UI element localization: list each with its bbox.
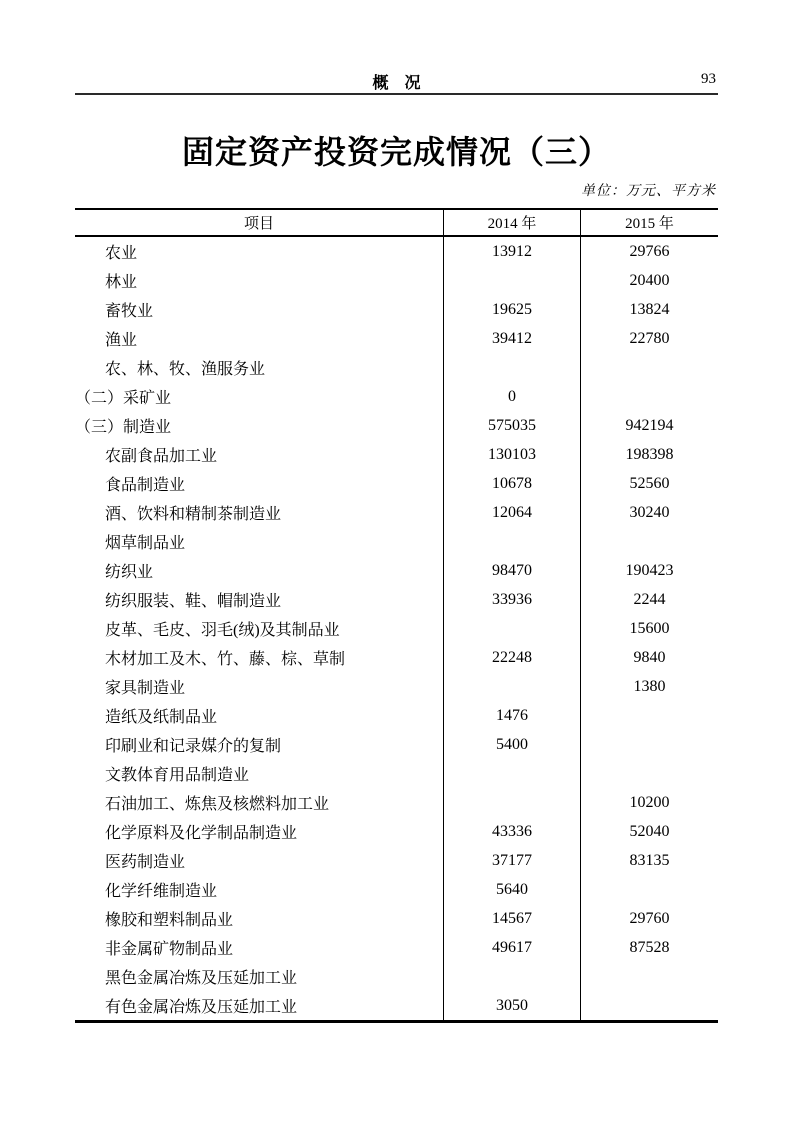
row-value-2014: 39412 [443,324,580,353]
table-row [75,498,718,527]
page-title: 固定资产投资完成情况（三） [181,134,611,170]
row-value-2015: 15600 [580,614,718,643]
table-row [75,585,718,614]
table-row [75,295,718,324]
row-value-2015: 52040 [580,817,718,846]
header-rule [75,93,718,95]
row-value-2014: 130103 [443,440,580,469]
row-value-2015: 87528 [580,933,718,962]
row-value-2014: 37177 [443,846,580,875]
row-value-2014: 19625 [443,295,580,324]
row-value-2015: 83135 [580,846,718,875]
row-value-2014: 3050 [443,991,580,1020]
row-item-label: 烟草制品业 [105,535,186,553]
row-value-2015 [580,962,718,991]
row-item-label: 渔业 [105,332,138,350]
table-header-row [75,210,718,237]
row-value-2014: 5640 [443,875,580,904]
row-value-2014: 22248 [443,643,580,672]
row-value-2015: 29766 [580,237,718,266]
row-item-label: 文教体育用品制造业 [105,767,250,785]
table-row [75,382,718,411]
row-value-2015: 190423 [580,556,718,585]
row-value-2014: 98470 [443,556,580,585]
row-value-2014 [443,672,580,701]
row-item-label: 纺织服装、鞋、帽制造业 [105,593,282,611]
table-row [75,817,718,846]
row-value-2014 [443,962,580,991]
page-content [75,0,718,1023]
data-table [75,208,718,1023]
row-item-label: 医药制造业 [105,854,186,872]
column-header-item: 项目 [243,216,274,233]
table-row [75,527,718,556]
table-row [75,411,718,440]
row-value-2015: 13824 [580,295,718,324]
row-item-label: 橡胶和塑料制品业 [105,912,234,930]
row-item-label: 化学纤维制造业 [105,883,218,901]
row-item-label: 畜牧业 [105,303,154,321]
table-row [75,672,718,701]
row-value-2014: 10678 [443,469,580,498]
row-value-2014: 1476 [443,701,580,730]
row-value-2014: 33936 [443,585,580,614]
row-value-2014 [443,353,580,382]
row-value-2014 [443,788,580,817]
table-row [75,991,718,1020]
table-row [75,643,718,672]
row-item-label: 木材加工及木、竹、藤、棕、草制 [105,651,346,669]
row-value-2015 [580,875,718,904]
row-value-2015 [580,991,718,1020]
row-item-label: 酒、饮料和精制茶制造业 [105,506,282,524]
row-item-label: 农副食品加工业 [105,448,218,466]
running-header [75,70,718,92]
unit-note: 单位：万元、平方米 [581,184,716,200]
table-row [75,875,718,904]
table-row [75,353,718,382]
row-value-2014: 0 [443,382,580,411]
row-item-label: 石油加工、炼焦及核燃料加工业 [105,796,330,814]
row-item-label: 化学原料及化学制品制造业 [105,825,298,843]
row-value-2015 [580,701,718,730]
row-item-label: 有色金属冶炼及压延加工业 [105,999,298,1017]
table-row [75,324,718,353]
row-item-label: 农、林、牧、渔服务业 [105,361,266,379]
row-value-2015: 9840 [580,643,718,672]
table-row [75,846,718,875]
row-value-2015 [580,353,718,382]
row-item-label: 林业 [105,274,138,292]
column-header-2015: 2015 年 [580,210,718,235]
row-item-label: 纺织业 [105,564,154,582]
row-item-label: 造纸及纸制品业 [105,709,218,727]
table-row [75,962,718,991]
row-value-2014: 5400 [443,730,580,759]
row-value-2014: 13912 [443,237,580,266]
row-value-2014: 12064 [443,498,580,527]
row-item-label: 皮革、毛皮、羽毛(绒)及其制品业 [105,622,340,640]
row-value-2015 [580,730,718,759]
table-row [75,266,718,295]
row-item-label: 非金属矿物制品业 [105,941,234,959]
row-value-2015 [580,527,718,556]
table-row [75,237,718,266]
page-number: 93 [701,71,716,87]
running-header-title: 概 况 [372,75,421,92]
row-value-2015: 20400 [580,266,718,295]
row-value-2015 [580,759,718,788]
row-item-label: 食品制造业 [105,477,186,495]
table-row [75,440,718,469]
row-value-2015: 30240 [580,498,718,527]
column-header-2014: 2014 年 [443,210,580,235]
table-row [75,469,718,498]
table-body [75,237,718,1020]
row-value-2014 [443,759,580,788]
row-value-2014: 49617 [443,933,580,962]
row-item-label: （二）采矿业 [75,390,172,408]
row-value-2015 [580,382,718,411]
table-row [75,556,718,585]
table-row [75,614,718,643]
row-value-2014: 14567 [443,904,580,933]
row-value-2015: 1380 [580,672,718,701]
row-value-2015: 52560 [580,469,718,498]
row-item-label: 印刷业和记录媒介的复制 [105,738,282,756]
table-row [75,730,718,759]
row-value-2014 [443,266,580,295]
row-value-2015: 942194 [580,411,718,440]
row-value-2014 [443,527,580,556]
table-row [75,904,718,933]
table-row [75,788,718,817]
row-value-2014: 43336 [443,817,580,846]
row-value-2014: 575035 [443,411,580,440]
row-value-2015: 10200 [580,788,718,817]
row-item-label: 黑色金属冶炼及压延加工业 [105,970,298,988]
row-value-2015: 29760 [580,904,718,933]
row-value-2014 [443,614,580,643]
row-value-2015: 22780 [580,324,718,353]
row-value-2015: 2244 [580,585,718,614]
table-row [75,759,718,788]
table-row [75,933,718,962]
row-item-label: 农业 [105,245,138,263]
row-item-label: （三）制造业 [75,419,172,437]
row-item-label: 家具制造业 [105,680,186,698]
row-value-2015: 198398 [580,440,718,469]
table-row [75,701,718,730]
